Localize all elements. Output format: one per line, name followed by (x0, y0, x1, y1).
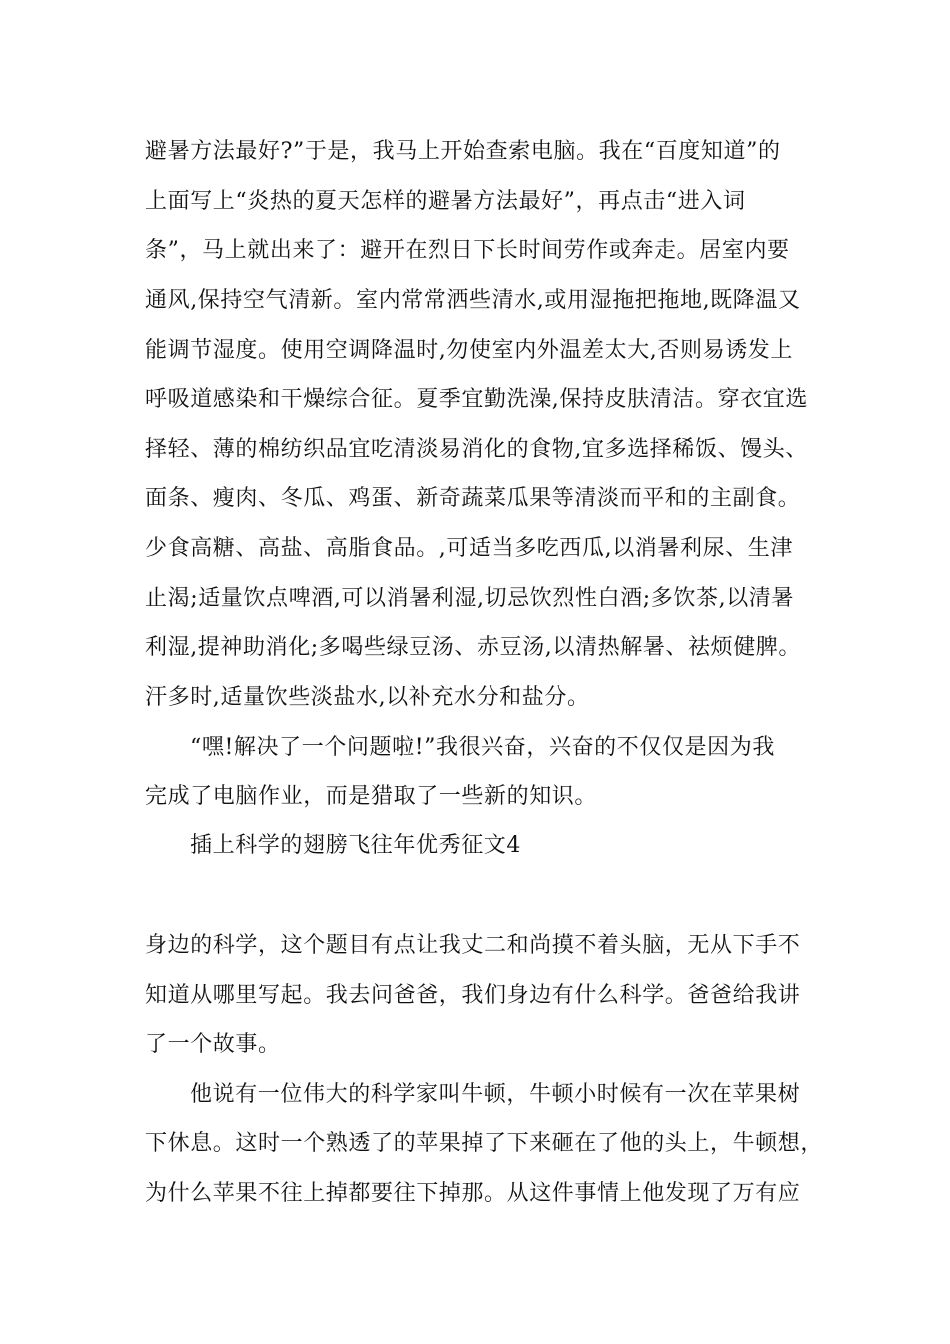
text-line: 择轻、薄的棉纺织品宜吃清淡易消化的食物,宜多选择稀饭、馒头、 (145, 437, 808, 462)
text-line: 汗多时,适量饮些淡盐水,以补充水分和盐分。 (145, 685, 590, 710)
text-line: 少食高糖、高盐、高脂食品。,可适当多吃西瓜,以消暑利尿、生津 (145, 536, 793, 561)
text-line: 下休息。这时一个熟透了的苹果掉了下来砸在了他的头上，牛顿想， (145, 1131, 824, 1156)
text-line: 知道从哪里写起。我去问爸爸，我们身边有什么科学。爸爸给我讲 (145, 983, 801, 1008)
text-line: 通风,保持空气清新。室内常常洒些清水,或用湿拖把拖地,既降温又 (145, 288, 801, 313)
text-line: 了一个故事。 (145, 1032, 281, 1057)
text-line: 呼吸道感染和干燥综合征。夏季宜勤洗澡,保持皮肤清洁。穿衣宜选 (145, 387, 808, 412)
text-line: 身边的科学，这个题目有点让我丈二和尚摸不着头脑，无从下手不 (145, 933, 801, 958)
text-line: 上面写上“炎热的夏天怎样的避暑方法最好”，再点击“进入词 (145, 189, 746, 214)
text-line: 止渴;适量饮点啤酒,可以消暑利湿,切忌饮烈性白酒;多饮茶,以清暑 (145, 586, 795, 611)
text-line: 他说有一位伟大的科学家叫牛顿，牛顿小时候有一次在苹果树 (190, 1082, 801, 1107)
text-line: 为什么苹果不往上掉都要往下掉那。从这件事情上他发现了万有应 (145, 1181, 801, 1206)
text-line: “嘿!解决了一个问题啦!”我很兴奋，兴奋的不仅仅是因为我 (190, 735, 775, 760)
text-line: 完成了电脑作业，而是猎取了一些新的知识。 (145, 784, 598, 809)
section-title: 插上科学的翅膀飞往年优秀征文4 (190, 833, 521, 858)
text-line: 利湿,提神助消化;多喝些绿豆汤、赤豆汤,以清热解暑、祛烦健脾。 (145, 635, 802, 660)
text-line: 避暑方法最好?”于是，我马上开始查索电脑。我在“百度知道”的 (145, 139, 781, 164)
text-line: 面条、瘦肉、冬瓜、鸡蛋、新奇蔬菜瓜果等清淡而平和的主副食。 (145, 486, 801, 511)
text-line: 条”，马上就出来了：避开在烈日下长时间劳作或奔走。居室内要 (145, 238, 790, 263)
text-line: 能调节湿度。使用空调降温时,勿使室内外温差太大,否则易诱发上 (145, 338, 793, 363)
